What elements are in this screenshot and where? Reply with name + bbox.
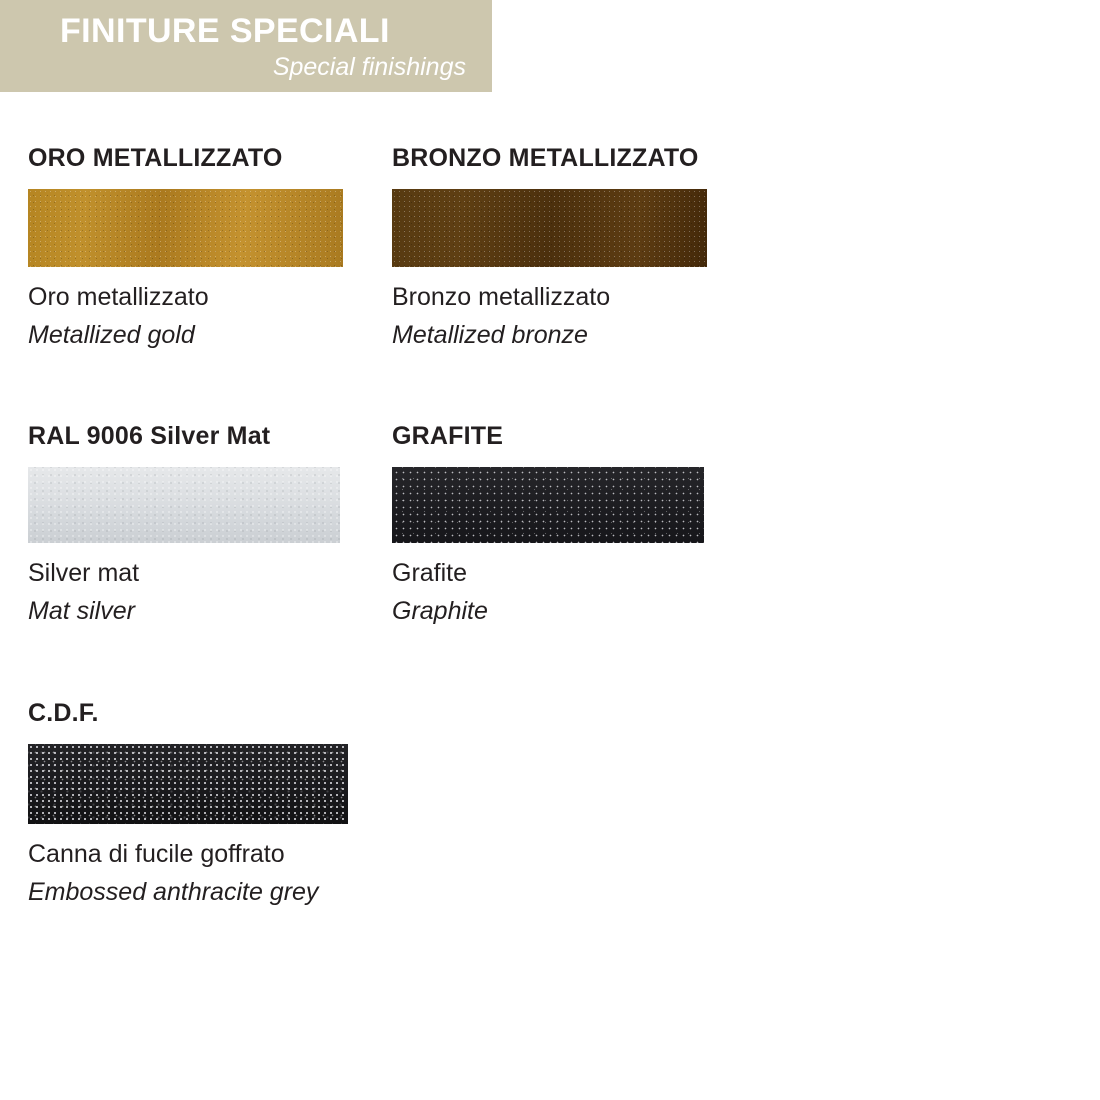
page-title: FINITURE SPECIALI bbox=[60, 12, 390, 50]
finish-card-grafite bbox=[392, 422, 704, 627]
finish-row-2 bbox=[0, 382, 1100, 657]
finish-swatch-color bbox=[28, 467, 340, 543]
finish-swatch-color bbox=[392, 189, 707, 267]
finish-card-oro-metallizzato bbox=[28, 144, 343, 351]
finish-name-en: Mat silver bbox=[28, 597, 135, 625]
swatch-texture-grain bbox=[28, 189, 343, 267]
finish-caption bbox=[392, 281, 707, 351]
finish-card-ral-9006-silver-mat bbox=[28, 422, 340, 627]
swatch-texture-grain bbox=[392, 189, 707, 267]
finish-row-3 bbox=[0, 657, 1100, 957]
finish-title: ORO METALLIZZATO bbox=[28, 144, 283, 172]
finish-caption bbox=[28, 557, 340, 627]
finish-swatch-grid bbox=[0, 92, 1100, 957]
swatch-texture-grain bbox=[28, 744, 348, 824]
finish-title: RAL 9006 Silver Mat bbox=[28, 422, 271, 450]
finish-name-it: Canna di fucile goffrato bbox=[28, 840, 285, 868]
finish-swatch-color bbox=[28, 744, 348, 824]
finish-title: GRAFITE bbox=[392, 422, 504, 450]
finish-card-bronzo-metallizzato bbox=[392, 144, 707, 351]
finish-name-en: Embossed anthracite grey bbox=[28, 878, 319, 906]
finish-swatch-color bbox=[28, 189, 343, 267]
finish-swatch-color bbox=[392, 467, 704, 543]
finish-row-1 bbox=[0, 92, 1100, 382]
swatch-texture-grain bbox=[28, 467, 340, 543]
finish-caption bbox=[28, 281, 343, 351]
finish-name-it: Grafite bbox=[392, 559, 468, 587]
finish-name-en: Graphite bbox=[392, 597, 488, 625]
finish-name-en: Metallized gold bbox=[28, 321, 195, 349]
page-header-banner bbox=[0, 0, 492, 92]
finish-title: C.D.F. bbox=[28, 699, 99, 727]
swatch-texture-grain bbox=[392, 467, 704, 543]
finish-card-cdf bbox=[28, 699, 348, 908]
finish-caption bbox=[28, 838, 348, 908]
finish-name-it: Bronzo metallizzato bbox=[392, 283, 611, 311]
finish-title: BRONZO METALLIZZATO bbox=[392, 144, 699, 172]
finish-caption bbox=[392, 557, 704, 627]
finish-name-it: Silver mat bbox=[28, 559, 140, 587]
page-subtitle: Special finishings bbox=[272, 53, 466, 81]
finish-name-it: Oro metallizzato bbox=[28, 283, 209, 311]
finish-name-en: Metallized bronze bbox=[392, 321, 588, 349]
